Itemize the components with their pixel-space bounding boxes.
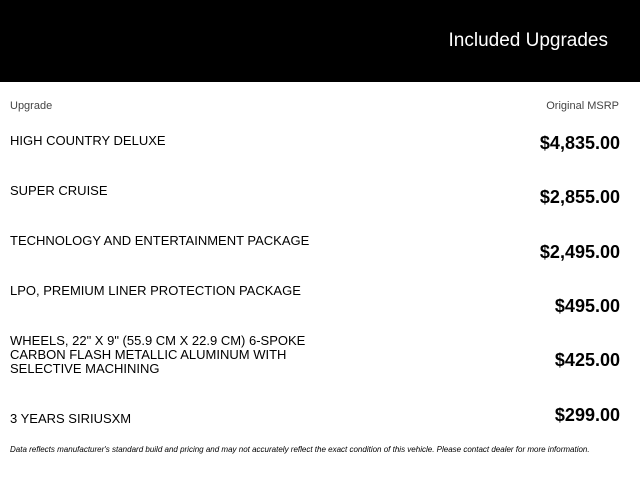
column-header-upgrade: Upgrade: [10, 100, 53, 112]
page-title: Included Upgrades: [448, 30, 608, 51]
upgrade-name: SUPER CRUISE: [10, 183, 108, 198]
upgrade-name: LPO, PREMIUM LINER PROTECTION PACKAGE: [10, 283, 301, 298]
upgrade-name: WHEELS, 22" X 9" (55.9 CM X 22.9 CM) 6-SPOKE CARBON FLASH METALLIC ALUMINUM WITH SELECTIVE MACHINING: [10, 333, 306, 376]
upgrade-price: $425.00: [554, 350, 620, 370]
upgrade-price: $495.00: [554, 296, 620, 316]
upgrade-price: $2,495.00: [539, 242, 620, 262]
column-header-msrp: Original MSRP: [546, 100, 619, 112]
header-bar: [0, 0, 640, 82]
upgrade-name: HIGH COUNTRY DELUXE: [10, 133, 166, 148]
upgrade-price: $299.00: [554, 405, 620, 425]
upgrade-price: $4,835.00: [539, 133, 620, 153]
upgrade-price: $2,855.00: [539, 187, 620, 207]
upgrade-name: 3 YEARS SIRIUSXM: [10, 411, 132, 426]
disclaimer-text: Data reflects manufacturer's standard build and pricing and may not accurately reflect the exact condition of this vehicle. Please contact dealer for more information.: [10, 445, 590, 454]
upgrade-name: TECHNOLOGY AND ENTERTAINMENT PACKAGE: [10, 233, 310, 248]
